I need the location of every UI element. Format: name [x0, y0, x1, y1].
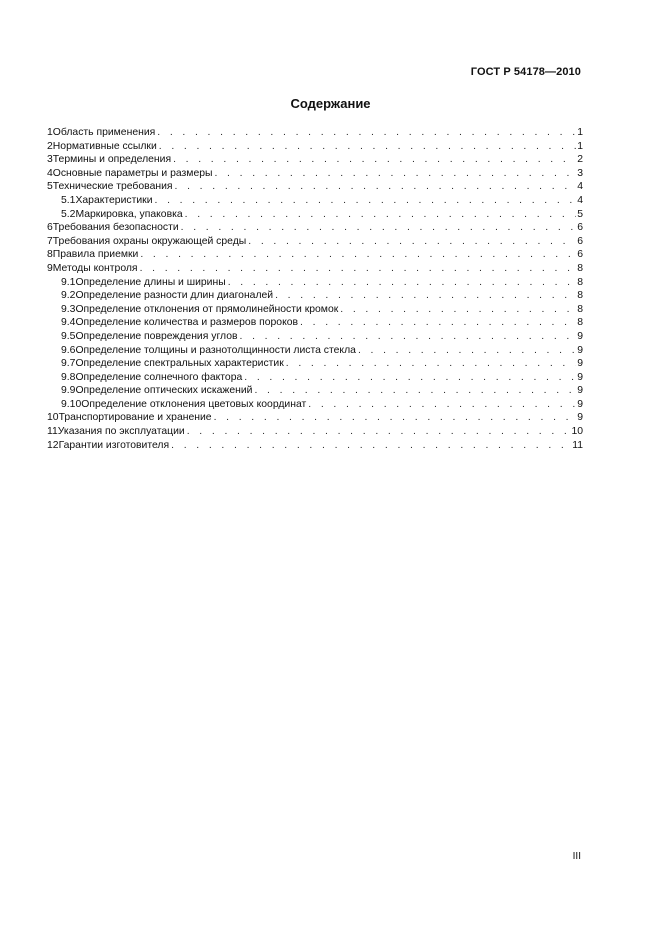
toc-entry-number: 2 — [47, 140, 53, 152]
toc-entry — [47, 221, 583, 235]
toc-entry-page: 11 — [572, 439, 583, 451]
toc-entry-page: 9 — [577, 344, 583, 356]
toc-entry-page: 6 — [577, 235, 583, 247]
toc-entry-number: 9.9 — [61, 385, 76, 397]
dot-leader — [159, 140, 576, 154]
toc-entry-title: Определение солнечного фактора — [75, 371, 243, 383]
toc-entry-title: Определение количества и размеров пороков — [75, 317, 299, 329]
toc-entry-page: 9 — [577, 398, 583, 410]
toc-entry-page: 9 — [577, 371, 583, 383]
toc-entry — [47, 262, 583, 276]
toc-entry — [47, 208, 583, 222]
toc-entry-number: 9.7 — [61, 358, 76, 370]
dot-leader — [340, 303, 576, 317]
toc-entry — [47, 330, 583, 344]
toc-entry — [47, 276, 583, 290]
toc-entry-number: 11 — [47, 426, 58, 438]
dot-leader — [175, 180, 577, 194]
toc-entry-number: 5 — [47, 181, 53, 193]
toc-entry-number: 9 — [47, 262, 53, 274]
toc-entry-number: 10 — [47, 412, 59, 424]
toc-entry-page: 6 — [577, 222, 583, 234]
dot-leader — [286, 357, 576, 371]
toc-entry-title: Термины и определения — [52, 154, 172, 166]
dot-leader — [140, 262, 577, 276]
toc-entry-title: Определение длины и ширины — [75, 276, 226, 288]
toc-entry-page: 9 — [577, 358, 583, 370]
toc-entry-title: Технические требования — [52, 181, 173, 193]
toc-entry — [47, 439, 583, 453]
toc-entry-title: Определение толщины и разнотолщинности листа стекла — [75, 344, 356, 356]
toc-entry-page: 1 — [577, 127, 583, 138]
toc-entry-page: 9 — [577, 385, 583, 397]
dot-leader — [214, 167, 576, 181]
toc-entry — [47, 303, 583, 317]
toc-entry-page: 9 — [577, 412, 583, 424]
toc-entry-page: 8 — [577, 303, 583, 315]
toc-entry-number: 1 — [47, 127, 53, 138]
toc-entry — [47, 235, 583, 249]
toc-entry-number: 3 — [47, 154, 53, 166]
toc-entry-number: 9.2 — [61, 290, 76, 302]
dot-leader — [187, 425, 571, 439]
dot-leader — [228, 276, 577, 290]
dot-leader — [248, 235, 576, 249]
toc-entry-number: 4 — [47, 167, 53, 179]
toc-entry — [47, 371, 583, 385]
toc-entry-title: Определение спектральных характеристик — [75, 358, 284, 370]
dot-leader — [157, 126, 576, 140]
dot-leader — [308, 398, 576, 412]
dot-leader — [171, 439, 571, 453]
toc-entry — [47, 167, 583, 181]
toc-entry-title: Транспортирование и хранение — [58, 412, 212, 424]
toc-entry-title: Определение разности длин диагоналей — [75, 290, 274, 302]
toc-entry-number: 7 — [47, 235, 53, 247]
toc-entry-page: 5 — [577, 208, 583, 220]
toc-entry-title: Характеристики — [75, 194, 153, 206]
toc-entry — [47, 153, 583, 167]
toc-entry-title: Определение оптических искажений — [75, 385, 253, 397]
toc-entry-title: Определение повреждения углов — [75, 330, 238, 342]
toc-entry — [47, 411, 583, 425]
dot-leader — [358, 344, 576, 358]
dot-leader — [275, 289, 576, 303]
toc-entry-title: Правила приемки — [52, 249, 139, 261]
toc-entry-number: 9.5 — [61, 330, 76, 342]
toc-entry-page: 9 — [577, 330, 583, 342]
toc-entry — [47, 126, 583, 140]
dot-leader — [244, 371, 576, 385]
toc-entry — [47, 180, 583, 194]
toc-entry — [47, 398, 583, 412]
toc-entry-title: Нормативные ссылки — [52, 140, 157, 152]
dot-leader — [214, 411, 577, 425]
toc-entry-number: 12 — [47, 439, 59, 451]
toc-entry-number: 9.3 — [61, 303, 76, 315]
page-number: III — [572, 851, 581, 862]
toc-entry — [47, 194, 583, 208]
toc-entry-number: 8 — [47, 249, 53, 261]
page-title: Содержание — [290, 96, 371, 111]
toc-entry-title: Маркировка, упаковка — [75, 208, 183, 220]
toc-entry-number: 9.8 — [61, 371, 76, 383]
toc-entry-page: 8 — [577, 262, 583, 274]
toc-entry-title: Гарантии изготовителя — [58, 439, 170, 451]
toc-entry — [47, 384, 583, 398]
toc-entry-title: Требования безопасности — [52, 222, 179, 234]
toc-entry-page: 8 — [577, 290, 583, 302]
toc-entry-page: 4 — [577, 181, 583, 193]
toc-entry-title: Требования охраны окружающей среды — [52, 235, 247, 247]
toc-entry-title: Указания по эксплуатации — [57, 426, 185, 438]
dot-leader — [300, 316, 576, 330]
toc-entry-page: 10 — [571, 426, 583, 438]
table-of-contents — [47, 126, 583, 452]
toc-entry-number: 9.6 — [61, 344, 76, 356]
toc-entry-number: 9.10 — [61, 398, 82, 410]
document-code: ГОСТ Р 54178—2010 — [470, 66, 581, 78]
toc-entry-title: Методы контроля — [52, 262, 138, 274]
dot-leader — [173, 153, 576, 167]
dot-leader — [185, 208, 577, 222]
dot-leader — [140, 248, 576, 262]
toc-entry — [47, 316, 583, 330]
toc-entry-number: 6 — [47, 222, 53, 234]
toc-entry-page: 1 — [577, 140, 583, 152]
toc-entry — [47, 140, 583, 154]
toc-entry-page: 8 — [577, 317, 583, 329]
toc-entry — [47, 289, 583, 303]
toc-entry-title: Основные параметры и размеры — [52, 167, 213, 179]
toc-entry-page: 6 — [577, 249, 583, 261]
toc-entry-title: Определение отклонения цветовых координат — [81, 398, 307, 410]
toc-entry-page: 2 — [577, 154, 583, 166]
toc-entry-title: Область применения — [52, 127, 156, 138]
dot-leader — [254, 384, 576, 398]
dot-leader — [240, 330, 577, 344]
toc-entry-number: 9.1 — [61, 276, 76, 288]
toc-entry — [47, 344, 583, 358]
toc-entry-page: 8 — [577, 276, 583, 288]
toc-entry — [47, 248, 583, 262]
toc-entry-page: 4 — [577, 194, 583, 206]
toc-entry-number: 9.4 — [61, 317, 76, 329]
dot-leader — [181, 221, 577, 235]
toc-entry-number: 5.1 — [61, 194, 76, 206]
toc-entry-page: 3 — [577, 167, 583, 179]
toc-entry-number: 5.2 — [61, 208, 76, 220]
toc-entry — [47, 425, 583, 439]
toc-entry-title: Определение отклонения от прямолинейности кромок — [75, 303, 339, 315]
toc-entry — [47, 357, 583, 371]
dot-leader — [155, 194, 577, 208]
